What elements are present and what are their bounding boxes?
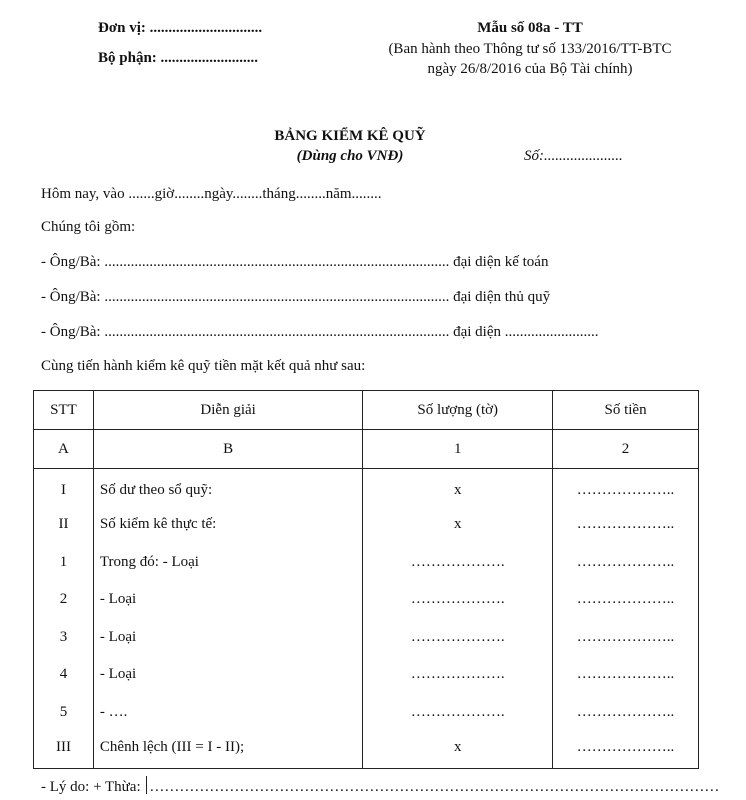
row-quantity: ………………. [363, 694, 553, 732]
row-amount: ……………….. [553, 694, 699, 732]
table-row [34, 544, 699, 582]
row-quantity: x [363, 731, 553, 769]
row-amount: ……………….. [553, 581, 699, 619]
table-row [34, 469, 699, 507]
row-amount: ……………….. [553, 656, 699, 694]
code-a: A [34, 430, 94, 469]
member-accountant: - Ông/Bà: ............................................................................................ đại diện kế toán [41, 254, 549, 270]
document-title: BẢNG KIỂM KÊ QUỸ [274, 128, 426, 144]
document-subtitle: (Dùng cho VNĐ) [296, 148, 404, 164]
row-stt: 3 [34, 619, 94, 657]
row-stt: I [34, 469, 94, 507]
member-other: - Ông/Bà: ............................................................................................ đại diện ......................... [41, 324, 599, 340]
table-header-row [34, 391, 699, 430]
row-description: - Loại [93, 656, 362, 694]
table-row [34, 581, 699, 619]
members-intro: Chúng tôi gồm: [41, 219, 136, 235]
table-row [34, 506, 699, 544]
header-amount: Số tiền [553, 391, 699, 430]
row-description: - Loại [93, 581, 362, 619]
row-stt: 1 [34, 544, 94, 582]
row-description: - Loại [93, 619, 362, 657]
row-quantity: x [363, 506, 553, 544]
cash-count-table [33, 390, 699, 769]
row-description: Chênh lệch (III = I - II); [93, 731, 362, 769]
table-row [34, 731, 699, 769]
row-quantity: x [363, 469, 553, 507]
row-stt: 5 [34, 694, 94, 732]
row-quantity: ………………. [363, 619, 553, 657]
table-row [34, 694, 699, 732]
row-stt: III [34, 731, 94, 769]
member-cashier: - Ông/Bà: ............................................................................................ đại diện thủ quỹ [41, 289, 551, 305]
row-amount: ……………….. [553, 506, 699, 544]
row-amount: ……………….. [553, 619, 699, 657]
row-amount: ……………….. [553, 469, 699, 507]
reason-line [41, 776, 719, 796]
row-amount: ……………….. [553, 731, 699, 769]
row-description: - …. [93, 694, 362, 732]
department-label: Bộ phận: .......................... [98, 50, 259, 66]
code-1: 1 [363, 430, 553, 469]
row-stt: 4 [34, 656, 94, 694]
header-stt: STT [34, 391, 94, 430]
row-quantity: ………………. [363, 656, 553, 694]
row-stt: 2 [34, 581, 94, 619]
table-row [34, 656, 699, 694]
text-cursor [146, 776, 147, 794]
row-stt: II [34, 506, 94, 544]
reason-dots[interactable]: …………………………………………………………………………………………………… [149, 779, 720, 795]
row-description: Số dư theo sổ quỹ: [93, 469, 362, 507]
header-quantity: Số lượng (tờ) [363, 391, 553, 430]
date-line: Hôm nay, vào .......giờ........ngày........tháng........năm........ [41, 186, 382, 202]
form-number: Mẫu số 08a - TT [477, 20, 583, 36]
row-quantity: ………………. [363, 581, 553, 619]
table-row [34, 619, 699, 657]
document-number: Số:..................... [524, 148, 623, 164]
issued-line-2: ngày 26/8/2016 của Bộ Tài chính) [427, 61, 633, 77]
table-code-row [34, 430, 699, 469]
unit-label: Đơn vị: .............................. [98, 20, 263, 36]
code-2: 2 [553, 430, 699, 469]
row-quantity: ………………. [363, 544, 553, 582]
row-amount: ……………….. [553, 544, 699, 582]
issued-line-1: (Ban hành theo Thông tư số 133/2016/TT-BTC [388, 41, 672, 57]
reason-label: - Lý do: + Thừa: [41, 779, 141, 795]
code-b: B [93, 430, 362, 469]
result-intro: Cùng tiến hành kiểm kê quỹ tiền mặt kết quả như sau: [41, 358, 366, 374]
row-description: Số kiểm kê thực tế: [93, 506, 362, 544]
header-description: Diễn giải [93, 391, 362, 430]
row-description: Trong đó: - Loại [93, 544, 362, 582]
